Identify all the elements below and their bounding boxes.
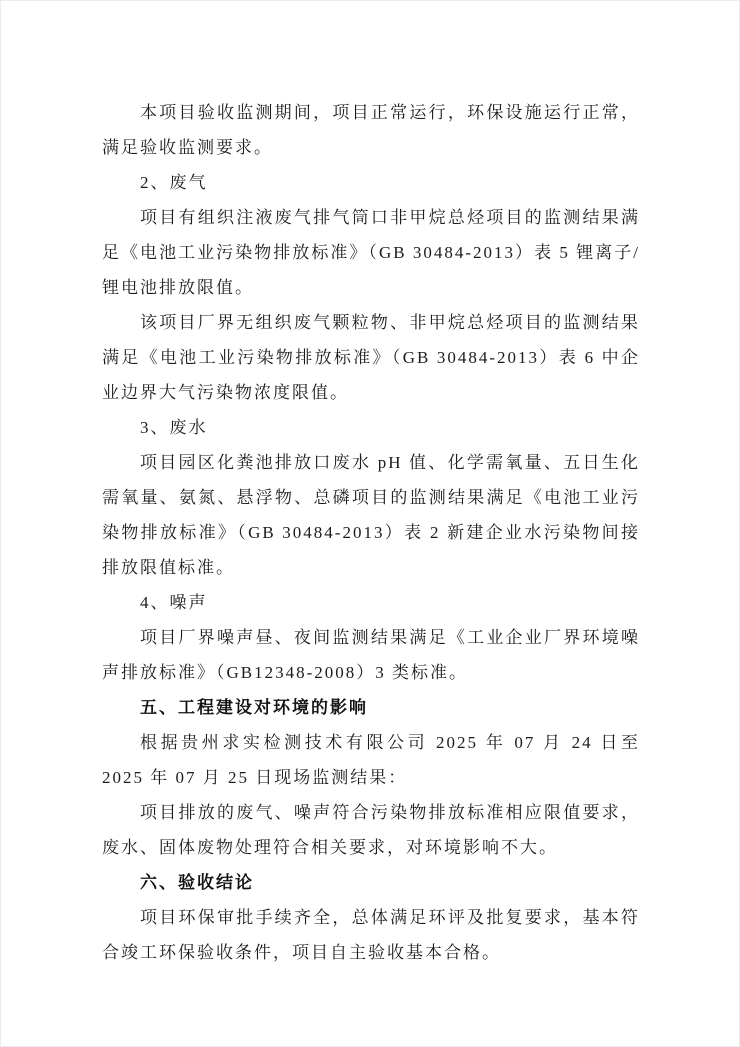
paragraph-conclusion: 项目环保审批手续齐全，总体满足环评及批复要求，基本符合竣工环保验收条件，项目自主验收基本合格。 (102, 908, 640, 962)
paragraph-monitoring-dates: 根据贵州求实检测技术有限公司 2025 年 07 月 24 日至 2025 年 07 月 25 日现场监测结果： (102, 733, 640, 787)
heading-section-5-environment-impact: 五、工程建设对环境的影响 (140, 698, 368, 717)
paragraph-unorganized-waste-gas: 该项目厂界无组织废气颗粒物、非甲烷总烃项目的监测结果满足《电池工业污染物排放标准》（GB 30484-2013）表 6 中企业边界大气污染物浓度限值。 (102, 313, 640, 402)
document-body (102, 95, 640, 970)
subitem-noise: 4、噪声 (140, 593, 208, 612)
paragraph-noise-result: 项目厂界噪声昼、夜间监测结果满足《工业企业厂界环境噪声排放标准》（GB12348-2008）3 类标准。 (102, 628, 640, 682)
paragraph-monitoring-period: 本项目验收监测期间，项目正常运行，环保设施运行正常，满足验收监测要求。 (102, 103, 640, 157)
paragraph-organized-waste-gas: 项目有组织注液废气排气筒口非甲烷总烃项目的监测结果满足《电池工业污染物排放标准》（GB 30484-2013）表 5 锂离子/锂电池排放限值。 (102, 208, 640, 297)
paragraph-impact-summary: 项目排放的废气、噪声符合污染物排放标准相应限值要求，废水、固体废物处理符合相关要求，对环境影响不大。 (102, 803, 640, 857)
paragraph-waste-water-result: 项目园区化粪池排放口废水 pH 值、化学需氧量、五日生化需氧量、氨氮、悬浮物、总磷项目的监测结果满足《电池工业污染物排放标准》（GB 30484-2013）表 2 新建企业水污染物间接排放限值标准。 (102, 453, 640, 577)
subitem-waste-water: 3、废水 (140, 418, 208, 437)
subitem-waste-gas: 2、废气 (140, 173, 208, 192)
heading-section-6-acceptance-conclusion: 六、验收结论 (140, 873, 254, 892)
